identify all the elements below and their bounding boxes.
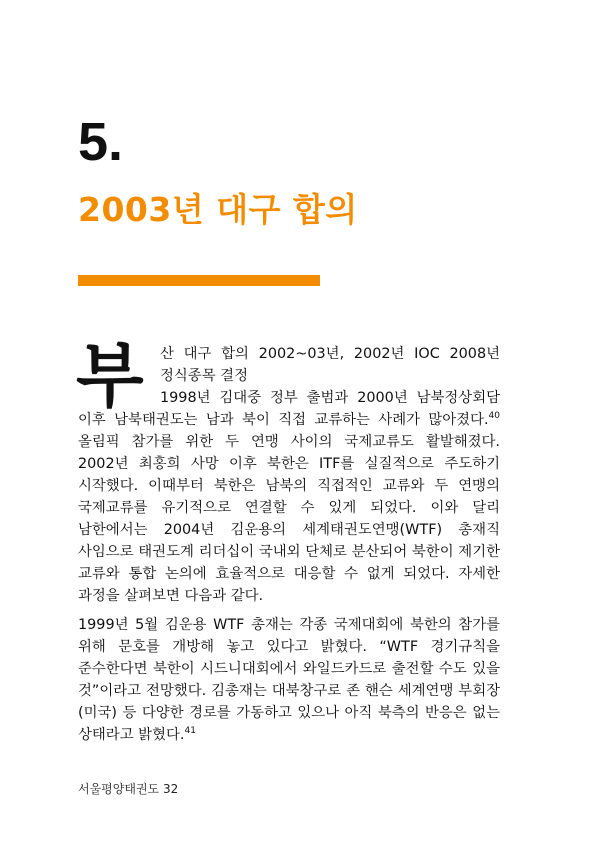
chapter-title: 2003년 대구 합의 [78,190,358,229]
paragraph-2-text: 1999년 5월 김운용 WTF 총재는 각종 국제대회에 북한의 참가를 위해 문호를 개방해 놓고 있다고 밝혔다. “WTF 경기규칙을 준수한다면 북한이 시드니대회에서 와일드카드로 출전할 수도 있을 것”이라고 전망했다. 김총재는 대북창구로 존 핸슨 세계연맹 부회장(미국) 등 다양한 경로를 가동하고 있으나 아직 북측의 반응은 없는 상태라고 밝혔다. [78,617,500,743]
page-footer: 서울평양태권도 32 [78,782,179,796]
footnote-ref-40[interactable]: 40 [488,411,500,422]
paragraph-1 [76,335,500,607]
body-text [76,335,500,753]
paragraph-1-text-b: 올림픽 참가를 위한 두 연맹 사이의 국제교류도 활발해졌다. 2002년 최홍희 사망 이후 북한은 ITF를 실질적으로 주도하기 시작했다. 이때부터 북한은 남북의 직접적인 교류와 두 연맹의 국제교류를 유기적으로 연결할 수 있게 되었다. 이와 달리 남한에서는 2004년 김운용의 세계태권도연맹(WTF) 총재직 사임으로 태권도계 리더십이 국내외 단체로 분산되어 북한이 제기한 교류와 통합 논의에 효율적으로 대응할 수 없게 되었다. 자세한 과정을 살펴보면 다음과 같다. [78,434,500,604]
drop-cap: 부 [76,335,144,417]
chapter-number: 5. [78,112,124,172]
subheading-lead: 산 대구 합의 2002~03년, 2002년 IOC 2008년 정식종목 결정 [160,346,500,384]
footnote-ref-41[interactable]: 41 [184,726,196,737]
paragraph-1-text-a: 1998년 김대중 정부 출범과 2000년 남북정상회담 이후 남북태권도는 남과 북이 직접 교류하는 사례가 많아졌다. [78,390,500,428]
title-underline-bar [78,275,320,286]
paragraph-2 [78,614,500,746]
